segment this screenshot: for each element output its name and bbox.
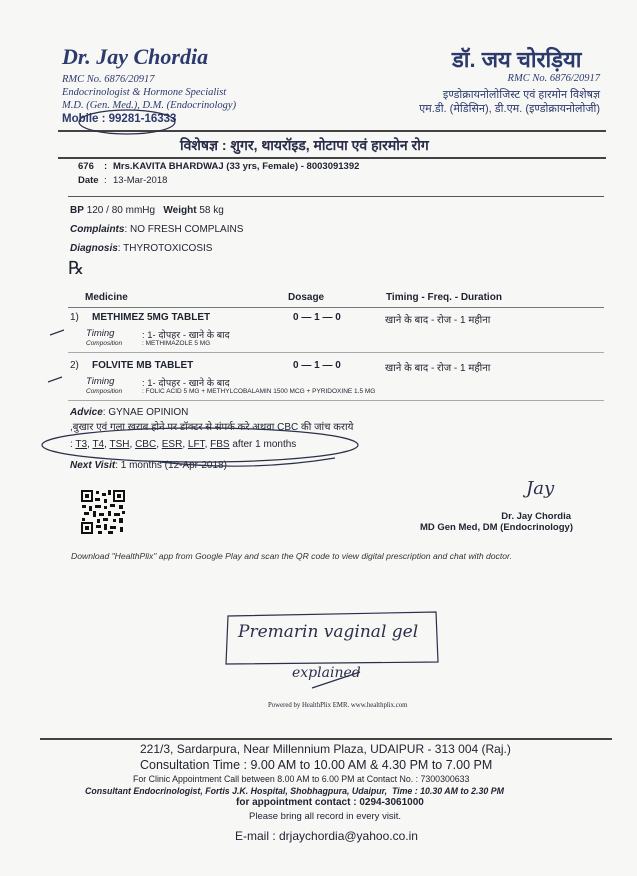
footer-records: Please bring all record in every visit. [249,811,402,822]
medicine-1-timing-label: Timing [86,328,115,339]
degrees-hi: एम.डी. (मेडिसिन), डी.एम. (इण्डोक्रायनोलोजी) [419,103,600,115]
bp-value: 120 / 80 mmHg [86,205,156,216]
patient-id: 676 [78,161,94,172]
medicine-1-name: METHIMEZ 5MG TABLET [92,312,211,323]
ink-circle-tests [42,428,358,462]
test-t3: T3 [75,439,88,450]
signature-initials: Jay [526,478,555,499]
ink-circle-mobile [79,110,175,134]
tests-suffix: after 1 months [229,439,297,450]
header-dosage: Dosage [288,292,325,303]
signature-qualification: MD Gen Med, DM (Endocrinology) [419,522,573,533]
date-sep: : [104,175,107,186]
specialty-hi: इण्डोक्रायनोलोजिस्ट एवं हारमोन विशेषज्ञ [442,89,600,101]
medicine-2-dosage: 0 — 1 — 0 [293,360,341,371]
medicine-2-composition-label: Composition [86,388,123,395]
test-lft: LFT [187,439,205,450]
medicine-2-timing-value: : 1- दोपहर - खाने के बाद [142,378,230,389]
doctor-name-hi: डॉ. जय चोरड़िया [452,47,582,72]
rmc-number-en: RMC No. 6876/20917 [62,74,155,85]
next-visit-label: Next Visit [70,460,116,471]
date-label: Date [78,175,99,186]
medicine-1-num: 1) [70,312,79,323]
bp-label: BP [70,205,84,216]
patient-sep: : [104,161,108,172]
medicine-2-schedule: खाने के बाद - रोज - 1 महीना [385,363,491,374]
footer-consultant-time: Time : 10.30 AM to 2.30 PM [391,786,504,796]
medicine-1-composition-value: : METHIMAZOLE 5 MG [142,340,211,347]
medicine-1-composition-label: Composition [86,340,123,347]
footer-appt-contact: for appointment contact : 0294-3061000 [236,797,424,808]
medicine-2-composition-value: : FOLIC ACID 5 MG + METHYLCOBALAMIN 1500 MCG + PYRIDOXINE 1.5 MG [142,388,376,395]
test-esr: ESR [161,439,183,450]
qr-code[interactable] [80,489,126,535]
specialty-banner: विशेषज्ञ : शुगर, थायरॉइड, मोटापा एवं हारमोन रोग [180,137,429,153]
specialty-en: Endocrinologist & Hormone Specialist [62,87,227,98]
complaints-value: : NO FRESH COMPLAINS [124,224,244,235]
advice-label: Advice [70,407,103,418]
handwritten-explained: explained [292,665,361,681]
mobile-number: 99281-16333 [108,113,177,125]
advice-note: ,बुखार एवं गला ख़राब होने पर डॉक्टर से संपर्क करे अथवा CBC की जांच कराये [70,422,354,433]
header-timing: Timing - Freq. - Duration [386,292,502,303]
diagnosis-label: Diagnosis [70,243,118,254]
date-value: 13-Mar-2018 [113,175,168,186]
mobile-label: Mobile : [62,113,109,125]
weight-label: Weight [163,205,197,216]
footer-appointment: For Clinic Appointment Call between 8.00 AM to 6.00 PM at Contact No. : 7300300633 [133,774,470,784]
header-medicine: Medicine [85,292,128,303]
download-note: Download "HealthPlix" app from Google Play and scan the QR code to view digital prescription and chat with doctor. [71,551,512,561]
test-t4: T4 [92,439,105,450]
weight-value: 58 kg [199,205,224,216]
medicine-2-num: 2) [70,360,79,371]
footer-email[interactable]: E-mail : drjaychordia@yahoo.co.in [235,829,418,843]
medicine-1-schedule: खाने के बाद - रोज - 1 महीना [385,315,491,326]
footer-consultation: Consultation Time : 9.00 AM to 10.00 AM & 4.30 PM to 7.00 PM [140,758,493,772]
medicine-1-dosage: 0 — 1 — 0 [293,312,341,323]
footer-consultant-line: Consultant Endocrinologist, Fortis J.K. Hospital, Shobhagpura, Udaipur, [85,786,388,796]
test-cbc: CBC [135,439,157,450]
signature-name: Dr. Jay Chordia [501,511,571,522]
rmc-number-hi: RMC No. 6876/20917 [507,73,600,84]
advice-tests: : T3, T4, TSH, CBC, ESR, LFT, FBS after 1 months [70,439,297,450]
doctor-name-en: Dr. Jay Chordia [62,44,209,69]
degrees-en: M.D. (Gen. Med.), D.M. (Endocrinology) [62,100,237,111]
test-tsh: TSH [109,439,130,450]
medicine-1-timing-value: : 1- दोपहर - खाने के बाद [142,330,230,341]
footer-divider [40,738,612,740]
ink-tick-medicine-2 [48,377,62,382]
complaints-label: Complaints [70,224,125,235]
medicine-2-timing-label: Timing [86,376,115,387]
next-visit-value: : 1 months (12-Apr-2018) [115,460,227,471]
advice-value: : GYNAE OPINION [102,407,189,418]
powered-by: Powered by HealthPlix EMR. www.healthplix.com [268,702,408,709]
footer-address: 221/3, Sardarpura, Near Millennium Plaza, UDAIPUR - 313 004 (Raj.) [140,742,511,756]
diagnosis-value: : THYROTOXICOSIS [117,243,213,254]
tests-prefix: : [70,439,76,450]
footer-consultant [85,786,504,796]
test-fbs: FBS [210,439,230,450]
patient-details: Mrs.KAVITA BHARDWAJ (33 yrs, Female) - 8003091392 [113,161,360,172]
ink-tick-medicine-1 [50,330,64,335]
handwritten-note: Premarin vaginal gel [238,622,419,642]
medicine-2-name: FOLVITE MB TABLET [92,360,194,371]
rx-symbol: ℞ [68,258,85,278]
